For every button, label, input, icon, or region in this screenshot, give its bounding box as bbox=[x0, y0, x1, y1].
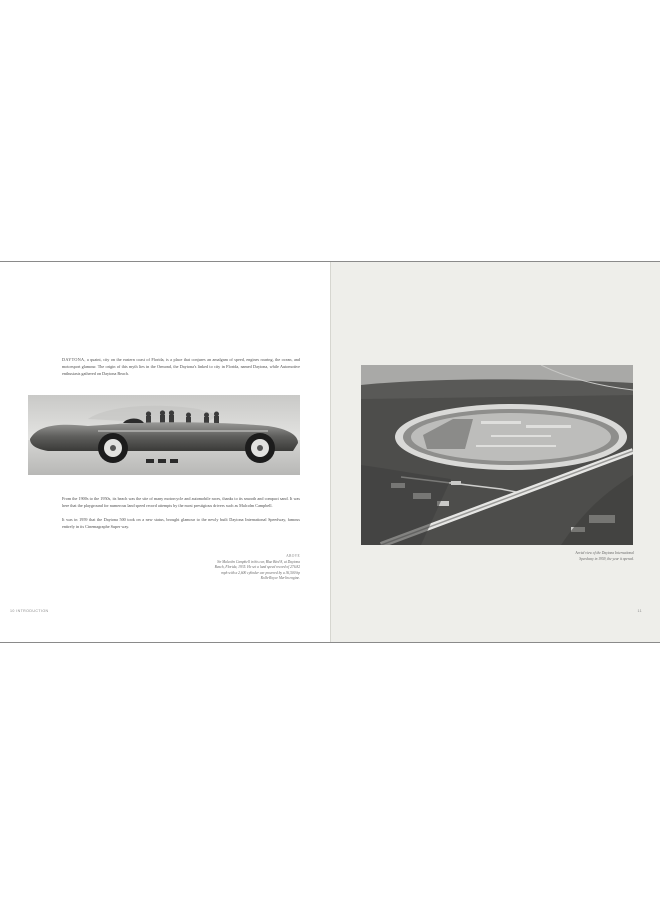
left-page bbox=[0, 262, 330, 642]
folio-left: 10 INTRODUCTION bbox=[10, 609, 49, 613]
car-photo-caption bbox=[212, 554, 300, 582]
folio-right: 11 bbox=[637, 609, 642, 613]
intro-text: , a quaint, city on the eastern coast of Florida, is a place that conjures an amalgam of speed, engines roaring, the ocean, and motorsport glamour. The origin of this myth lies in the Ormond, the Daytona's linked to city in Florida, named Daytona, while Automotive enthusiasts gathered on Daytona Beach. bbox=[62, 357, 300, 376]
aerial-speedway-photo bbox=[361, 365, 633, 545]
intro-lead-word: DAYTONA bbox=[62, 357, 85, 362]
body-paragraph-2: From the 1900s to the 1950s, its beach was the site of many motorcycle and automobile races, thanks to its smooth and compact sand. It was here that the playground for numerous land speed record attempts by the most prestigious drivers such as Malcolm Campbell. bbox=[62, 496, 300, 508]
aerial-photo-caption: Aerial view of the Daytona International Speedway in 1959, the year it opened. bbox=[575, 551, 634, 561]
book-spread bbox=[0, 261, 660, 643]
caption-label: ABOVE bbox=[286, 554, 300, 558]
body-paragraph-3: It was in 1959 that the Daytona 500 took on a new status, brought glamour to the newly built Daytona International Speedway, famous entirely in its Cinemagraphe Super way. bbox=[62, 517, 300, 529]
caption-text: Sir Malcolm Campbell in his car, Blue Bird 8, at Daytona Beach, Florida, 1935. He set a land speed record of 276.82 mph with a 2,600 cylinder car powered by a 36,500 hp Rolls-Royce Merlin engine. bbox=[214, 559, 300, 580]
blue-bird-car-photo bbox=[28, 395, 300, 475]
right-page bbox=[330, 262, 660, 642]
intro-paragraph bbox=[62, 356, 300, 377]
